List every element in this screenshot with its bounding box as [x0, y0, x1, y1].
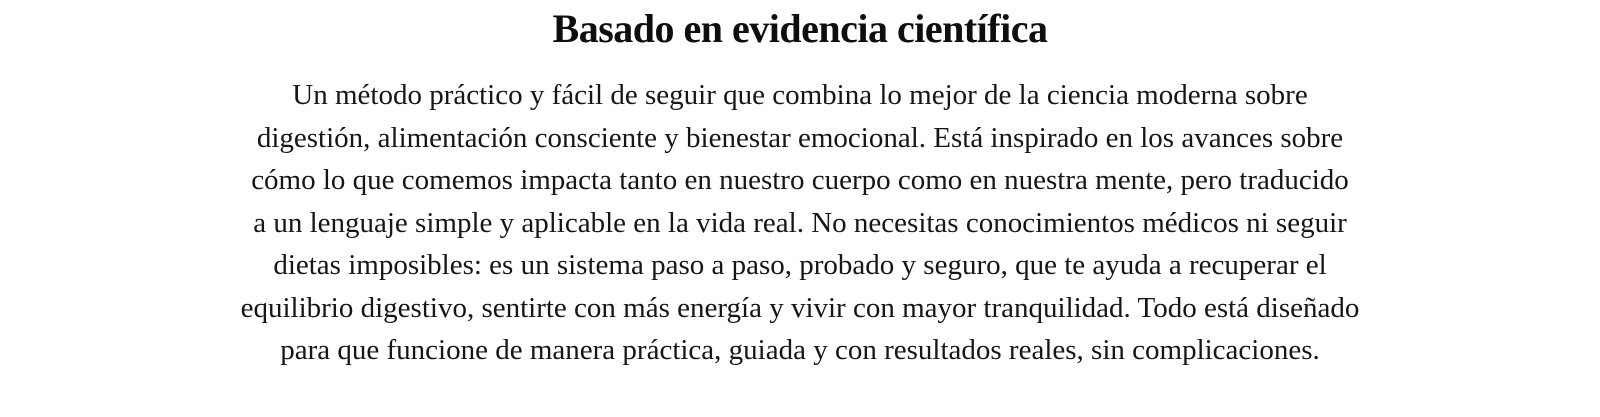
section-title: Basado en evidencia científica [552, 6, 1048, 51]
paragraph-line: Un método práctico y fácil de seguir que combina lo mejor de la ciencia moderna sobre [292, 79, 1308, 111]
paragraph-line: para que funcione de manera práctica, guiada y con resultados reales, sin complicaciones. [280, 334, 1320, 366]
paragraph-line: dietas imposibles: es un sistema paso a paso, probado y seguro, que te ayuda a recuperar el [273, 249, 1327, 281]
section-paragraph [150, 74, 1450, 372]
paragraph-line: cómo lo que comemos impacta tanto en nuestro cuerpo como en nuestra mente, pero traducido [251, 164, 1349, 196]
paragraph-line: digestión, alimentación consciente y bienestar emocional. Está inspirado en los avances sobre [256, 121, 1344, 154]
paragraph-line: a un lenguaje simple y aplicable en la vida real. No necesitas conocimientos médicos ni seguir [253, 206, 1347, 239]
paragraph-line: equilibrio digestivo, sentirte con más energía y vivir con mayor tranquilidad. Todo está diseñado [240, 291, 1360, 324]
